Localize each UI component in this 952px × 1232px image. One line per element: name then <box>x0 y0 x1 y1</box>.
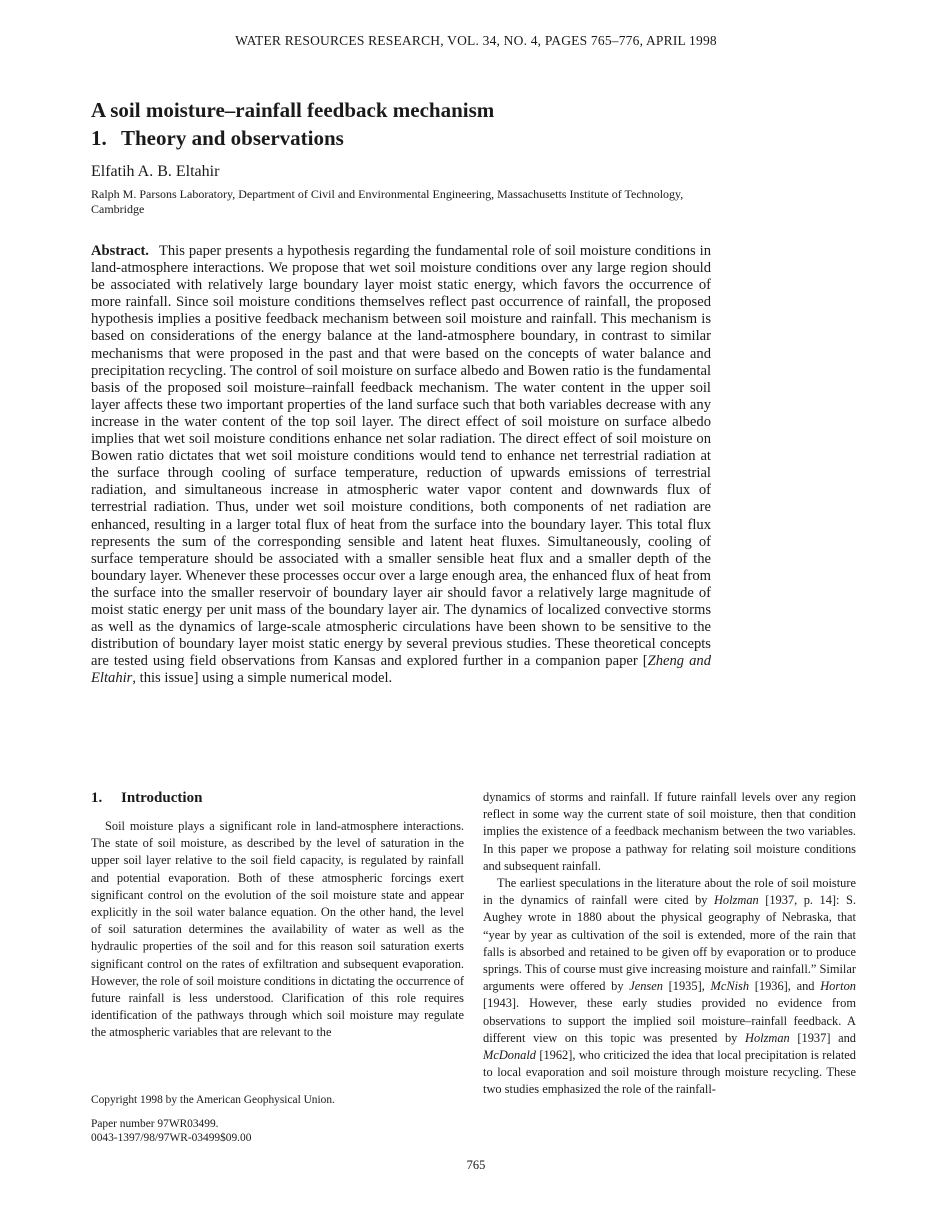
paper-number-block <box>91 1117 251 1145</box>
section-number: 1. <box>91 790 103 806</box>
para2-text-4: [1936], and <box>749 979 821 994</box>
citation-holzman-2[interactable]: Holzman <box>745 1030 790 1045</box>
affiliation: Ralph M. Parsons Laboratory, Department of Civil and Environmental Engineering, Massachusetts Institute of Technology, Cambridge <box>91 187 684 216</box>
para2-text-5: [1943]. However, these early studies provided no evidence from observations to support the implied soil moisture–rainfall feedback. A different view on this topic was presented by <box>483 996 856 1045</box>
copyright-note: Copyright 1998 by the American Geophysical Union. <box>91 1094 335 1106</box>
para2-text-1: The earliest speculations in the literature about the role of soil moisture in the dynamics of rainfall were cited by <box>483 876 856 908</box>
abstract-label: Abstract. <box>91 243 149 259</box>
part-number: 1. <box>91 126 107 150</box>
title-block <box>91 96 871 152</box>
intro-paragraph-1-continued: dynamics of storms and rainfall. If future rainfall levels over any region reflect in some way the current state of soil moisture, then that condition implies the existence of a feedback mechanism between the two variables. In this paper we propose a pathway for relating soil moisture conditions and subsequent rainfall. <box>483 790 856 873</box>
intro-paragraph-1: Soil moisture plays a significant role in land-atmosphere interactions. The state of soil moisture, as described by the level of saturation in the upper soil layer relative to the soil field capacity, is regulated by rainfall and potential evaporation. Both of these atmospheric forcings exert significant control on the evolution of the soil moisture state and appear explicitly in the soil water balance equation. On the other hand, the level of soil saturation determines the availability of water as well as the hydraulic properties of the soil and for this reason soil saturation exerts significant control on the rates of exfiltration and subsequent evaporation. However, the role of soil moisture conditions in dictating the occurrence of future rainfall is less understood. Clarification of this role requires identification of the pathways through which soil moisture may regulate the atmospheric variables that are relevant to the <box>91 819 464 1040</box>
abstract-text-end: , this issue] using a simple numerical model. <box>132 670 393 687</box>
para2-text-7: [1962], who criticized the idea that local precipitation is related to local evaporation and soil moisture through moisture recycling. These two studies emphasized the role of the rainfall- <box>483 1048 856 1097</box>
citation-holzman[interactable]: Holzman <box>713 893 759 908</box>
journal-running-head: WATER RESOURCES RESEARCH, VOL. 34, NO. 4, PAGES 765–776, APRIL 1998 <box>235 33 717 48</box>
right-column <box>483 789 856 1099</box>
citation-mcdonald[interactable]: McDonald <box>483 1048 536 1063</box>
citation-jensen[interactable]: Jensen <box>629 979 663 994</box>
para2-text-6: [1937] and <box>789 1030 856 1045</box>
citation-horton[interactable]: Horton <box>820 979 856 994</box>
paper-number: Paper number 97WR03499. <box>91 1118 219 1130</box>
abstract-text: This paper presents a hypothesis regarding the fundamental role of soil moisture conditions in land-atmosphere interactions. We propose that wet soil moisture conditions over any large region should be associated with relatively large boundary layer moist static energy, which favors the occurrence of more rainfall. Since soil moisture conditions themselves reflect past occurrence of rainfall, the proposed hypothesis implies a positive feedback mechanism between soil moisture and rainfall. This mechanism is based on considerations of the energy balance at the land-atmosphere boundary, in contrast to similar mechanisms that were proposed in the past and that were based on the concepts of water balance and precipitation recycling. The control of soil moisture on surface albedo and Bowen ratio is the fundamental basis of the proposed soil moisture–rainfall feedback mechanism. The water content in the upper soil layer affects these two important properties of the land surface such that both variables decrease with any increase in the water content of the top soil layer. The direct effect of soil moisture on surface albedo implies that wet soil moisture conditions enhance net solar radiation. The direct effect of soil moisture on Bowen ratio dictates that wet soil moisture conditions would tend to enhance net terrestrial radiation at the surface through cooling of surface temperature, reduction of upwards emissions of terrestrial radiation, and simultaneous increase in atmospheric water vapor content and downwards flux of terrestrial radiation. Thus, under wet soil moisture conditions, both components of net radiation are enhanced, resulting in a larger total flux of heat from the surface into the boundary layer. This total flux represents the sum of the corresponding sensible and latent heat fluxes. Simultaneously, cooling of surface temperature should be associated with a smaller sensible heat flux and a smaller depth of the boundary layer. Whenever these processes occur over a large enough area, the enhanced flux of heat from the surface into the smaller reservoir of boundary layer air should favor a relatively large magnitude of moist static energy per unit mass of the boundary layer air. The dynamics of localized convective storms as well as the dynamics of large-scale atmospheric circulations have been shown to be sensitive to the distribution of boundary layer moist static energy by several previous studies. These theoretical concepts are tested using field observations from Kansas and explored further in a companion paper [ <box>91 243 711 670</box>
abstract <box>91 243 711 687</box>
para2-text-3: [1935], <box>662 979 711 994</box>
title-line-2 <box>91 124 871 152</box>
abstract-citation[interactable]: Zheng and Eltahir <box>91 653 711 687</box>
intro-paragraph-2 <box>483 875 856 1099</box>
citation-mcnish[interactable]: McNish <box>710 979 750 994</box>
page-number: 765 <box>466 1158 486 1172</box>
para2-text-2: [1937, p. 14]: S. Aughey wrote in 1880 about the physical geography of Nebraska, that “year by year as cultivation of the soil is extended, more of the rain that falls is absorbed and retained to be given off by evaporation or to produce springs. This of course must give increasing moisture and rainfall.” Similar arguments were offered by <box>483 893 856 994</box>
title-line-1: A soil moisture–rainfall feedback mechanism <box>91 98 495 122</box>
section-heading <box>91 789 464 807</box>
author: Elfatih A. B. Eltahir <box>91 163 220 180</box>
section-title: Introduction <box>121 790 203 806</box>
left-column <box>91 789 464 1042</box>
issn-code: 0043-1397/98/97WR-03499$09.00 <box>91 1132 252 1144</box>
subtitle: Theory and observations <box>121 126 344 150</box>
